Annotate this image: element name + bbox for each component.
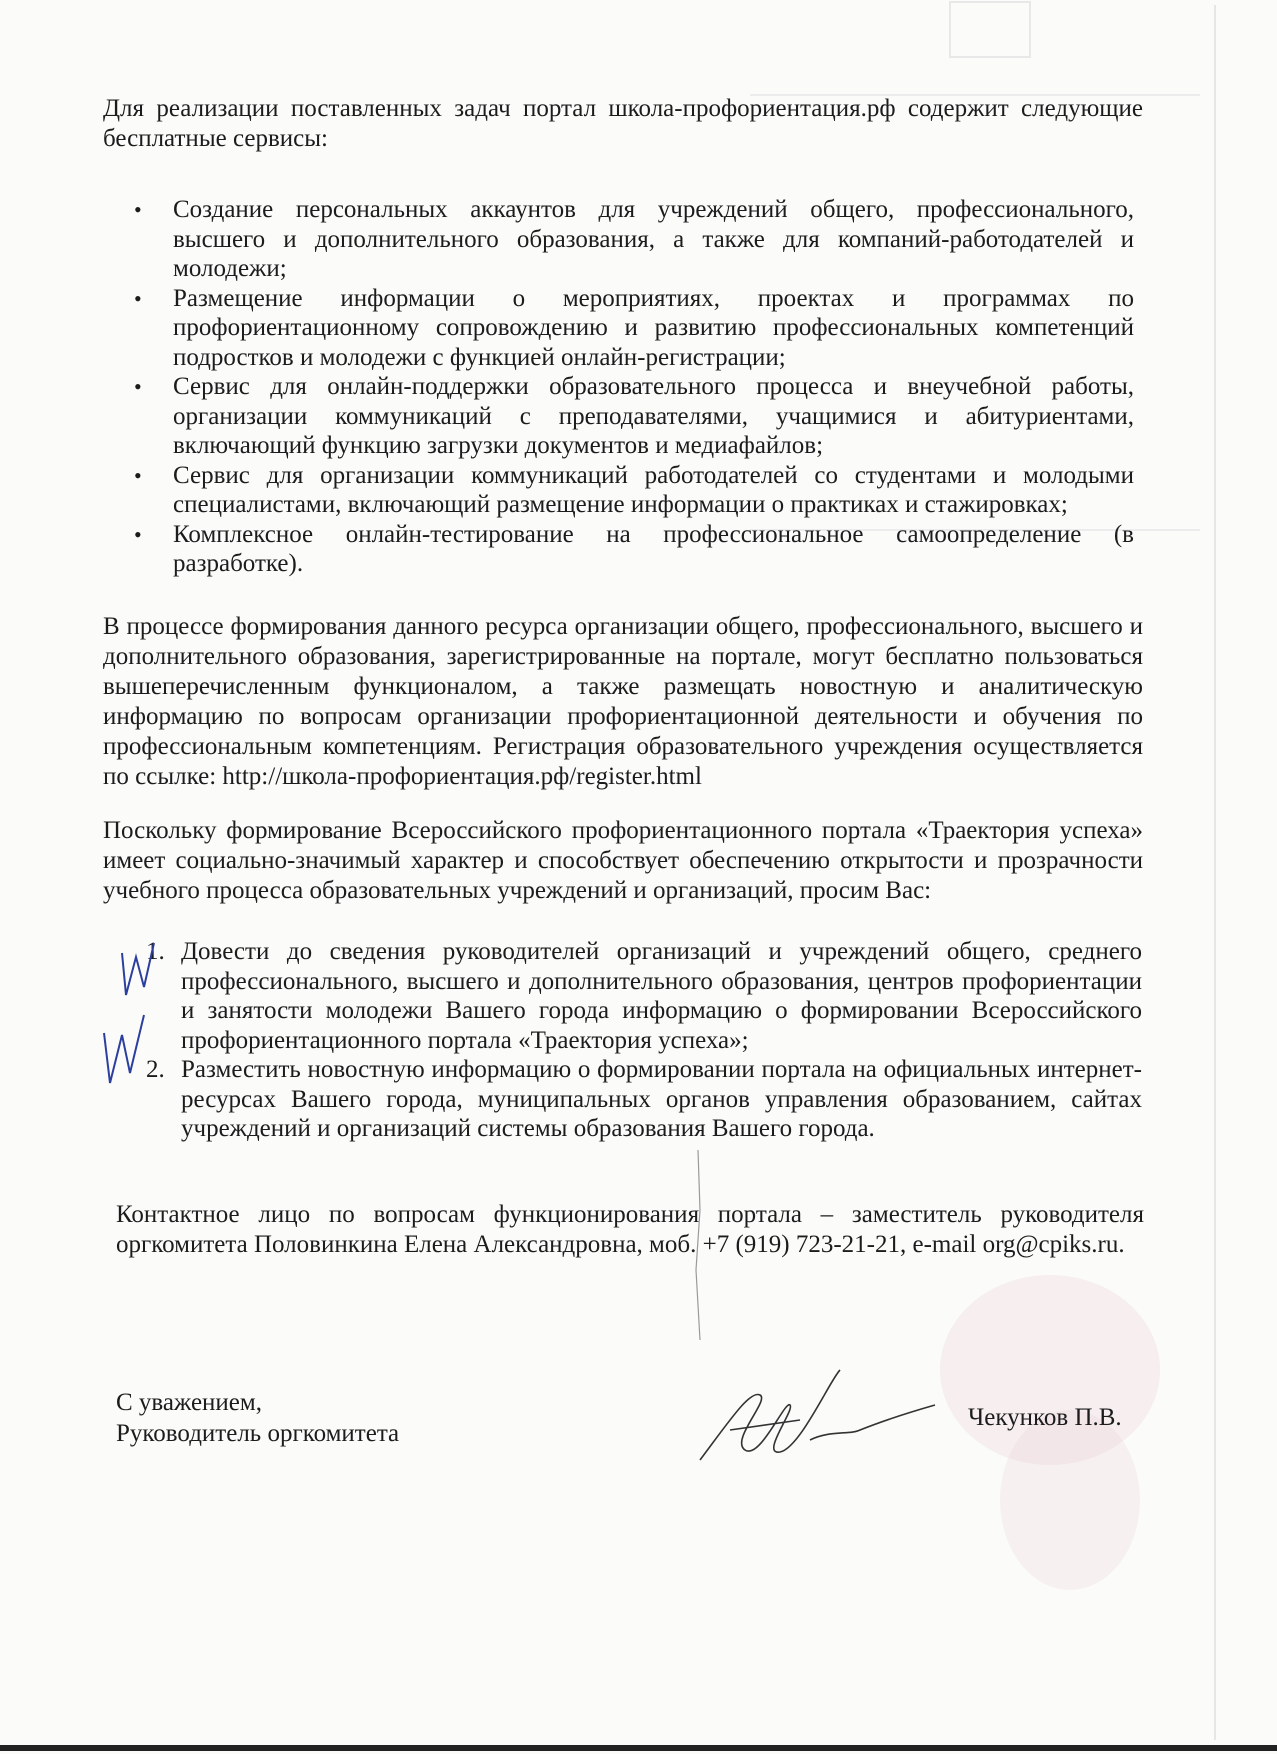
services-list bbox=[134, 195, 1134, 579]
intro-paragraph: Для реализации поставленных задач портал школа-профориентация.рф содержит следующие бесплатные сервисы: bbox=[103, 95, 1143, 152]
list-item: • Размещение информации о мероприятиях, проектах и программах по профориентационному сопровождению и развитию профессиональных компетенций подростков и молодежи с функцией онлайн-регистрации; bbox=[134, 284, 1134, 373]
closing-block bbox=[116, 1387, 399, 1449]
list-item: • Создание персональных аккаунтов для учреждений общего, профессионального, высшего и дополнительного образования, а также для компаний-работодателей и молодежи; bbox=[134, 195, 1134, 284]
request-intro-paragraph: Поскольку формирование Всероссийского профориентационного портала «Траектория успеха» имеет социально-значимый характер и способствует обеспечению открытости и прозрачности учебного процесса образовательных учреждений и организаций, просим Вас: bbox=[103, 817, 1143, 904]
list-number: 2. bbox=[146, 1056, 165, 1083]
list-item bbox=[146, 1055, 1142, 1144]
signer-name: Чекунков П.В. bbox=[968, 1404, 1122, 1431]
bleed-emblem-mark bbox=[950, 2, 1030, 57]
handwritten-signature bbox=[690, 1360, 940, 1470]
signer-position: Руководитель оргкомитета bbox=[116, 1420, 400, 1447]
check-mark-icon bbox=[104, 1015, 144, 1083]
requests-list bbox=[146, 937, 1142, 1144]
contact-paragraph: Контактное лицо по вопросам функционирования портала – заместитель руководителя оргкомитета Половинкина Елена Александровна, моб. +7 (919) 723-21-21, e-mail org@cpiks.ru. bbox=[116, 1201, 1144, 1258]
list-item-text: Разместить новостную информацию о формировании портала на официальных интернет-ресурсах Вашего города, муниципальных органов управления образованием, сайтах учреждений и организаций системы образования Вашего города. bbox=[181, 1056, 1142, 1142]
check-mark-icon bbox=[122, 943, 154, 995]
handwritten-check-marks bbox=[100, 935, 160, 1105]
list-number: 1. bbox=[146, 938, 165, 965]
list-item-text: Довести до сведения руководителей организаций и учреждений общего, среднего профессионального, высшего и дополнительного образования, центров профориентации и занятости молодежи Вашего города информацию о формировании Всероссийского профориентационного портала «Траектория успеха»; bbox=[181, 938, 1142, 1054]
list-item: • Сервис для онлайн-поддержки образовательного процесса и внеучебной работы, организации коммуникаций с преподавателями, учащимися и абитуриентами, включающий функцию загрузки документов и медиафайлов; bbox=[134, 372, 1134, 461]
list-item: • Комплексное онлайн-тестирование на профессиональное самоопределение (в разработке). bbox=[134, 520, 1134, 579]
registration-paragraph: В процессе формирования данного ресурса организации общего, профессионального, высшего и дополнительного образования, зарегистрированные на портале, могут бесплатно пользоваться вышеперечисленным функционалом, а также размещать новостную и аналитическую информацию по вопросам организации профориентационной деятельности и обучения по профессиональным компетенциям. Регистрация образовательного учреждения осуществляется по ссылке: http://школа-профориентация.рф/register.html bbox=[103, 613, 1143, 790]
list-item: • Сервис для организации коммуникаций работодателей со студентами и молодыми специалистами, включающий размещение информации о практиках и стажировках; bbox=[134, 461, 1134, 520]
signature-stroke bbox=[700, 1370, 935, 1460]
list-item bbox=[146, 937, 1142, 1055]
closing-greeting: С уважением, bbox=[116, 1389, 262, 1416]
stamp-bleed-mark bbox=[1000, 1410, 1140, 1590]
